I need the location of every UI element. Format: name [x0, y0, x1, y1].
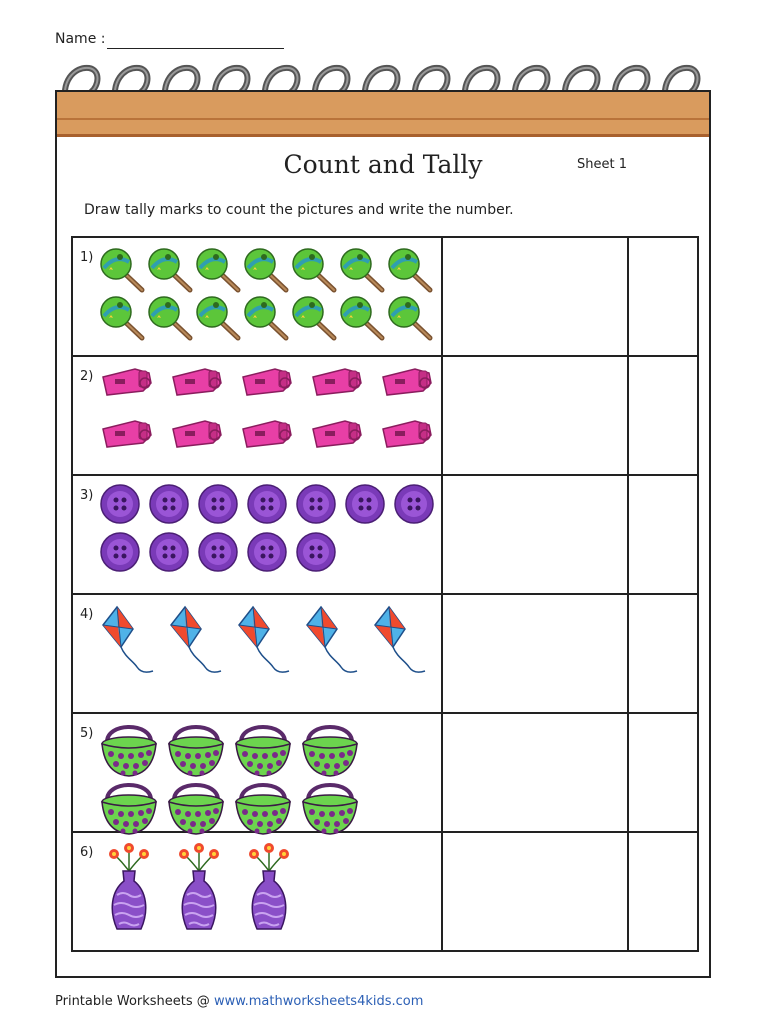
- question-row: [72, 713, 698, 832]
- button-icon: [199, 485, 237, 523]
- question-number: 4): [80, 607, 94, 622]
- tally-box[interactable]: [442, 237, 628, 356]
- answer-box[interactable]: [628, 713, 698, 832]
- kite-icon: [239, 607, 289, 672]
- basket-icon: [102, 727, 156, 776]
- notebook-top-band: [57, 92, 709, 137]
- question-row: [72, 475, 698, 594]
- basket-icon: [102, 785, 156, 834]
- question-row: [72, 594, 698, 713]
- vase-icon: [179, 843, 219, 929]
- whistle-icon: [243, 369, 291, 395]
- button-icon: [150, 485, 188, 523]
- basket-icon: [169, 785, 223, 834]
- picture-group: [99, 365, 435, 451]
- rattle-icon: [293, 249, 334, 290]
- answer-box[interactable]: [628, 594, 698, 713]
- rattle-icon: [149, 297, 190, 338]
- whistle-icon: [173, 421, 221, 447]
- whistle-icon: [313, 369, 361, 395]
- whistle-icon: [243, 421, 291, 447]
- rattle-icon: [197, 297, 238, 338]
- kite-icon: [171, 607, 221, 672]
- kite-icon: [307, 607, 357, 672]
- picture-group: [99, 603, 439, 683]
- basket-icon: [236, 785, 290, 834]
- rattle-icon: [245, 249, 286, 290]
- picture-group: [99, 484, 435, 572]
- question-number: 5): [80, 726, 94, 741]
- basket-icon: [169, 727, 223, 776]
- answer-box[interactable]: [628, 237, 698, 356]
- answer-box[interactable]: [628, 832, 698, 951]
- tally-box[interactable]: [442, 356, 628, 475]
- picture-group: [99, 722, 360, 838]
- picture-cell: [72, 713, 442, 832]
- question-row: [72, 832, 698, 951]
- rattle-icon: [101, 297, 142, 338]
- button-icon: [199, 533, 237, 571]
- name-label: Name :: [55, 31, 106, 47]
- notebook-page: [55, 90, 711, 978]
- whistle-icon: [103, 421, 151, 447]
- button-icon: [346, 485, 384, 523]
- button-icon: [150, 533, 188, 571]
- instructions: Draw tally marks to count the pictures and write the number.: [84, 202, 514, 218]
- tally-box[interactable]: [442, 475, 628, 594]
- picture-cell: [72, 475, 442, 594]
- basket-icon: [303, 727, 357, 776]
- answer-box[interactable]: [628, 475, 698, 594]
- rattle-icon: [197, 249, 238, 290]
- rattle-icon: [341, 249, 382, 290]
- footer-prefix: Printable Worksheets @: [55, 994, 214, 1009]
- tally-box[interactable]: [442, 832, 628, 951]
- whistle-icon: [383, 421, 431, 447]
- tally-table: [71, 236, 699, 952]
- tally-box[interactable]: [442, 594, 628, 713]
- rattle-icon: [389, 249, 430, 290]
- question-row: [72, 237, 698, 356]
- picture-cell: [72, 594, 442, 713]
- sheet-label: Sheet 1: [577, 157, 627, 172]
- button-icon: [248, 533, 286, 571]
- whistle-icon: [173, 369, 221, 395]
- question-number: 6): [80, 845, 94, 860]
- footer: [55, 994, 423, 1009]
- worksheet-title: Count and Tally: [283, 150, 483, 179]
- whistle-icon: [383, 369, 431, 395]
- picture-group: [99, 841, 299, 937]
- button-icon: [101, 533, 139, 571]
- rattle-icon: [389, 297, 430, 338]
- answer-box[interactable]: [628, 356, 698, 475]
- whistle-icon: [103, 369, 151, 395]
- button-icon: [101, 485, 139, 523]
- rattle-icon: [341, 297, 382, 338]
- kite-icon: [103, 607, 153, 672]
- picture-cell: [72, 832, 442, 951]
- question-number: 2): [80, 369, 94, 384]
- whistle-icon: [313, 421, 361, 447]
- question-number: 3): [80, 488, 94, 503]
- button-icon: [395, 485, 433, 523]
- vase-icon: [249, 843, 289, 929]
- rattle-icon: [149, 249, 190, 290]
- kite-icon: [375, 607, 425, 672]
- rattle-icon: [293, 297, 334, 338]
- name-field[interactable]: [107, 48, 284, 49]
- picture-group: [99, 246, 434, 342]
- basket-icon: [303, 785, 357, 834]
- picture-cell: [72, 356, 442, 475]
- button-icon: [297, 485, 335, 523]
- rattle-icon: [245, 297, 286, 338]
- picture-cell: [72, 237, 442, 356]
- rattle-icon: [101, 249, 142, 290]
- vase-icon: [109, 843, 149, 929]
- button-icon: [297, 533, 335, 571]
- question-number: 1): [80, 250, 94, 265]
- button-icon: [248, 485, 286, 523]
- footer-link[interactable]: www.mathworksheets4kids.com: [213, 994, 424, 1009]
- question-row: [72, 356, 698, 475]
- tally-box[interactable]: [442, 713, 628, 832]
- basket-icon: [236, 727, 290, 776]
